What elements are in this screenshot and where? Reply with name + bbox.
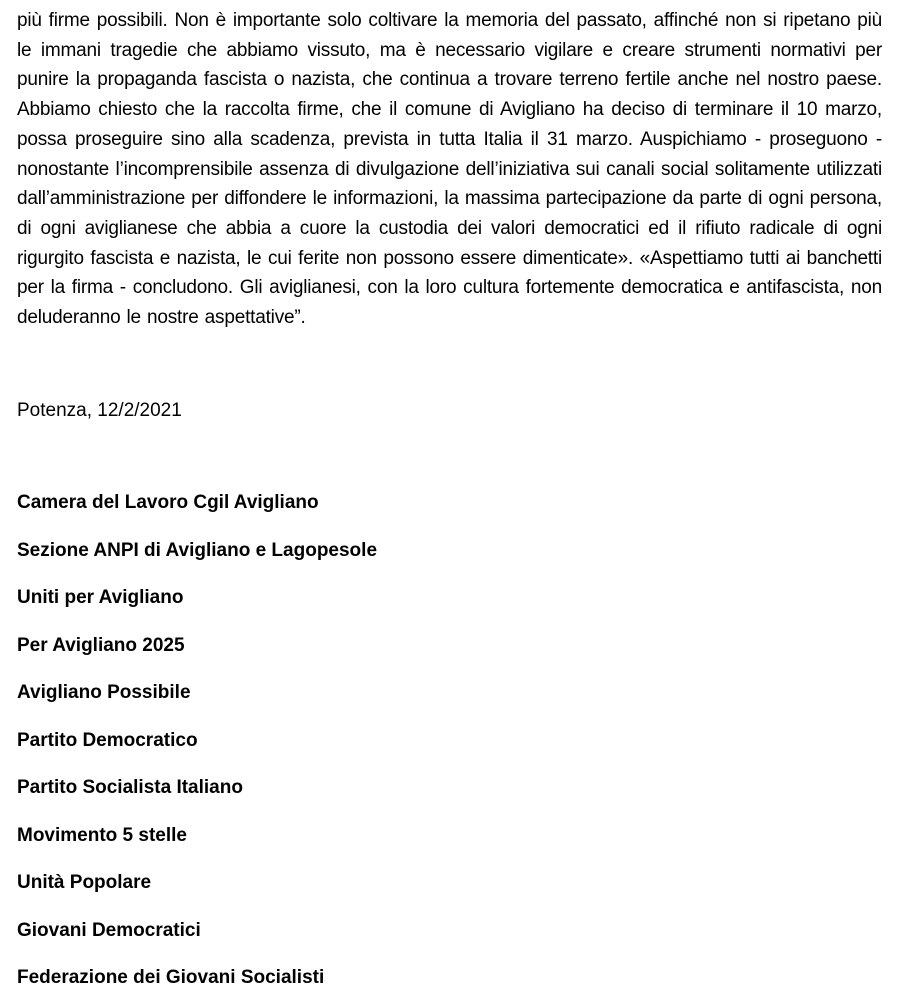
body-paragraph: più firme possibili. Non è importante solo coltivare la memoria del passato, affinché non si ripetano più le immani tragedie che abbiamo vissuto, ma è necessario vigilare e creare strumenti normativi per punire la propaganda fascista o nazista, che continua a trovare terreno fertile anche nel nostro paese. Abbiamo chiesto che la raccolta firme, che il comune di Avigliano ha deciso di terminare il 10 marzo, possa proseguire sino alla scadenza, prevista in tutta Italia il 31 marzo. Auspichiamo - proseguono - nonostante l’incomprensibile assenza di divulgazione dell’iniziativa sui canali social solitamente utilizzati dall’amministrazione per diffondere le informazioni, la massima partecipazione da parte di ogni persona, di ogni aviglianese che abbia a cuore la custodia dei valori democratici ed il rifiuto radicale di ogni rigurgito fascista e nazista, le cui ferite non possono essere dimenticate». «Aspettiamo tutti ai banchetti per la firma - concludono. Gli aviglianesi, con la loro cultura fortemente democratica e antifascista, non deluderanno le nostre aspettative”. <box>17 10 882 329</box>
signatory-item: Camera del Lavoro Cgil Avigliano <box>17 492 319 514</box>
dateline: Potenza, 12/2/2021 <box>17 399 182 421</box>
signatory-item: Avigliano Possibile <box>17 682 191 704</box>
signatory-item: Per Avigliano 2025 <box>17 634 185 656</box>
signatory-item: Partito Democratico <box>17 729 198 751</box>
signatory-item: Giovani Democratici <box>17 919 201 941</box>
signatory-item: Uniti per Avigliano <box>17 587 184 609</box>
signatory-item: Unità Popolare <box>17 872 152 894</box>
signatory-item: Federazione dei Giovani Socialisti <box>17 967 325 989</box>
signatory-item: Sezione ANPI di Avigliano e Lagopesole <box>17 539 378 561</box>
signatories-list <box>17 493 882 987</box>
signatory-item: Movimento 5 stelle <box>17 824 187 846</box>
signatory-item: Partito Socialista Italiano <box>17 777 243 799</box>
